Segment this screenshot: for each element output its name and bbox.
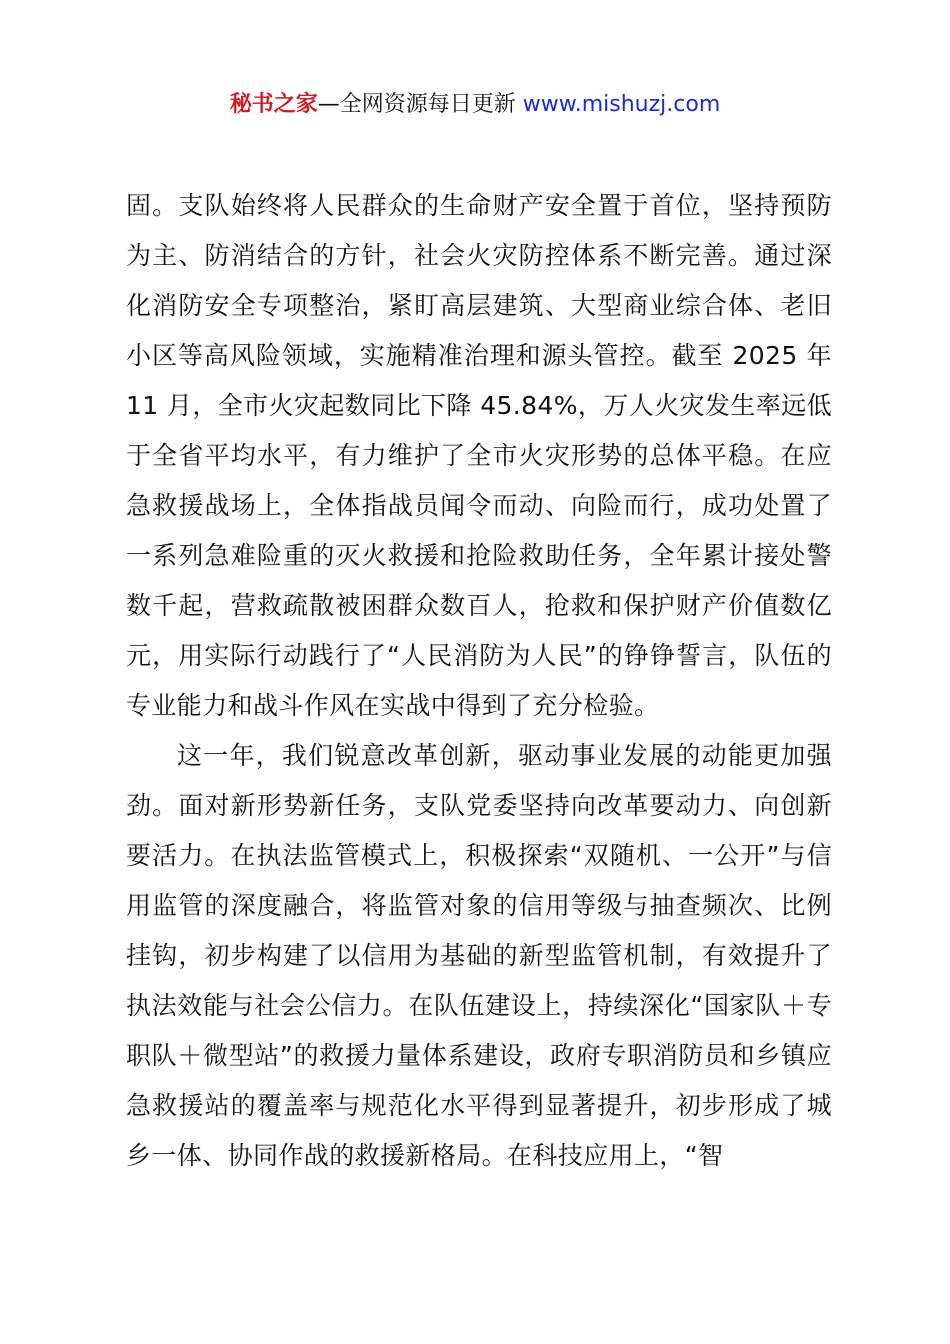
header-tagline: —全网资源每日更新 (317, 92, 523, 117)
brand-name: 秘书之家 (229, 92, 318, 117)
document-body (126, 181, 832, 1181)
site-url-link[interactable]: www.mishuzj.com (522, 92, 721, 117)
page-header (0, 88, 950, 122)
paragraph-1: 固。支队始终将人民群众的生命财产安全置于首位，坚持预防为主、防消结合的方针，社会火灾防控体系不断完善。通过深化消防安全专项整治，紧盯高层建筑、大型商业综合体、老旧小区等高风险领域，实施精准治理和源头管控。截至 2025 年 11 月，全市火灾起数同比下降 45.84%，万人火灾发生率远低于全省平均水平，有力维护了全市火灾形势的总体平稳。在应急救援战场上，全体指战员闻令而动、向险而行，成功处置了一系列急难险重的灭火救援和抢险救助任务，全年累计接处警数千起，营救疏散被困群众数百人，抢救和保护财产价值数亿元，用实际行动践行了“人民消防为人民”的铮铮誓言，队伍的专业能力和战斗作风在实战中得到了充分检验。 (126, 191, 832, 720)
paragraph-2: 这一年，我们锐意改革创新，驱动事业发展的动能更加强劲。面对新形势新任务，支队党委坚持向改革要动力、向创新要活力。在执法监管模式上，积极探索“双随机、一公开”与信用监管的深度融合，将监管对象的信用等级与抽查频次、比例挂钩，初步构建了以信用为基础的新型监管机制，有效提升了执法效能与社会公信力。在队伍建设上，持续深化“国家队＋专职队＋微型站”的救援力量体系建设，政府专职消防员和乡镇应急救援站的覆盖率与规范化水平得到显著提升，初步形成了城乡一体、协同作战的救援新格局。在科技应用上，“智 (126, 741, 832, 1170)
